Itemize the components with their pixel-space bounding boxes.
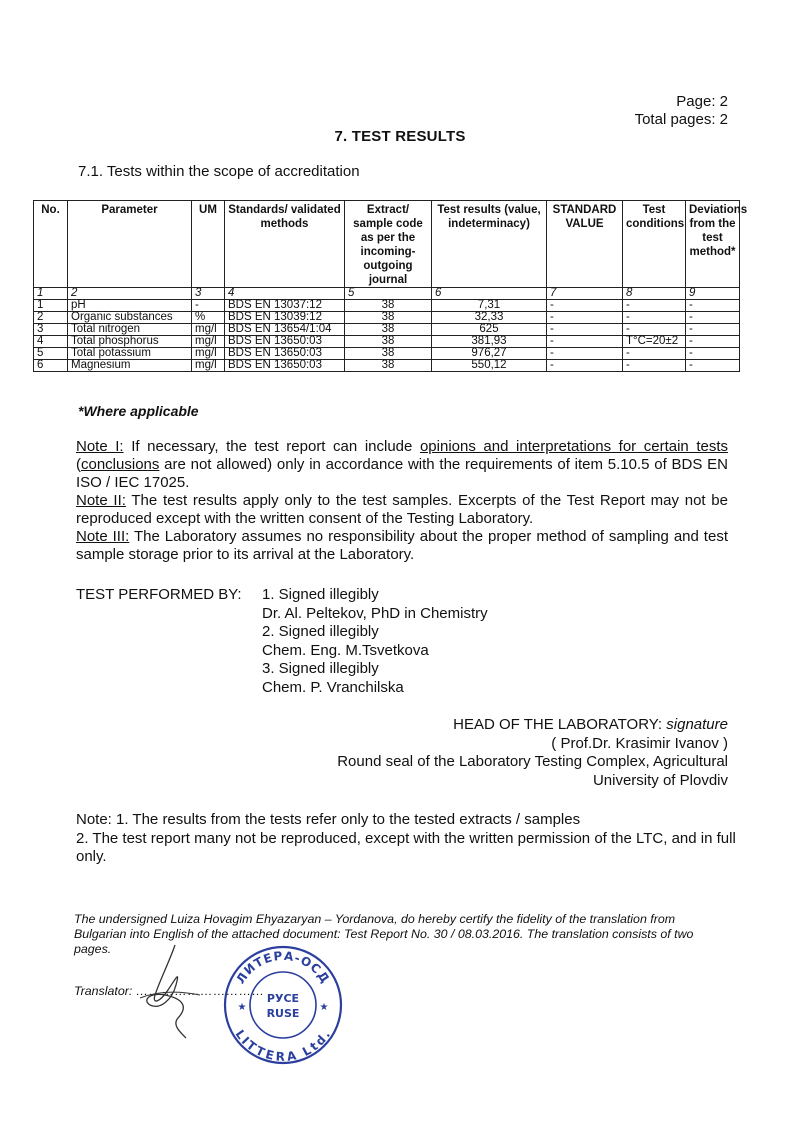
svg-text:ЛИТЕРА-ОСД	[233, 949, 332, 986]
note-1-text: are not allowed) only in accordance with the requirements of item 5.10.5 of BDS EN ISO / IEC 17025.	[76, 456, 728, 491]
seal-city-en: RUSE	[266, 1007, 300, 1020]
head-signature: signature	[666, 716, 728, 733]
table-row	[34, 300, 740, 312]
table-row	[34, 312, 740, 324]
translator-seal	[222, 944, 344, 1071]
table-cell: 6	[34, 360, 68, 372]
table-row	[34, 348, 740, 360]
performed-by-line: Chem. Eng. M.Tsvetkova	[262, 641, 429, 659]
table-cell: -	[686, 360, 740, 372]
table-cell: -	[686, 336, 740, 348]
table-cell: -	[623, 348, 686, 360]
header-test-results: Test results (value, indeterminacy)	[432, 201, 547, 288]
table-cell: 5	[34, 348, 68, 360]
table-cell: 2	[34, 312, 68, 324]
page-number-block	[635, 93, 728, 129]
table-cell: 3	[34, 324, 68, 336]
table-cell: BDS EN 13650:03	[225, 360, 345, 372]
svg-text:★: ★	[319, 1002, 329, 1013]
table-cell: BDS EN 13654/1:04	[225, 324, 345, 336]
table-cell: pH	[68, 300, 192, 312]
table-cell: 4	[34, 336, 68, 348]
table-cell: 625	[432, 324, 547, 336]
translator-label: Translator:	[74, 984, 133, 998]
table-cell: Total potassium	[68, 348, 192, 360]
column-index: 2	[68, 288, 192, 300]
table-cell: Organic substances	[68, 312, 192, 324]
section-title: 7. TEST RESULTS	[334, 128, 466, 145]
table-cell: 381,93	[432, 336, 547, 348]
head-name: ( Prof.Dr. Krasimir Ivanov )	[551, 734, 728, 752]
performed-by-line: Chem. P. Vranchilska	[262, 678, 404, 696]
table-cell: -	[192, 300, 225, 312]
column-index: 7	[547, 288, 623, 300]
table-cell: mg/l	[192, 336, 225, 348]
column-index: 1	[34, 288, 68, 300]
column-index: 4	[225, 288, 345, 300]
note-3	[76, 528, 728, 564]
subsection-title: 7.1. Tests within the scope of accreditation	[78, 163, 360, 180]
table-cell: 38	[345, 348, 432, 360]
translator-certification: The undersigned Luiza Hovagim Ehyazaryan – Yordanova, do hereby certify the fidelity of the translation from Bulgarian into English of the attached document: Test Report No. 30 / 08.03.2016. The translation consists of two pages.	[74, 912, 694, 956]
table-cell: -	[623, 324, 686, 336]
note-1	[76, 438, 728, 492]
seal-description: Round seal of the Laboratory Testing Complex, Agricultural	[337, 753, 728, 770]
column-index-row	[34, 288, 740, 300]
table-cell: %	[192, 312, 225, 324]
table-cell: -	[547, 300, 623, 312]
table-header-row	[34, 201, 740, 288]
table-cell: BDS EN 13037:12	[225, 300, 345, 312]
seal-top-text: ЛИТЕРА-ОСД	[233, 948, 333, 987]
note-1-text: If necessary, the test report can include	[123, 438, 420, 455]
table-row	[34, 360, 740, 372]
note-2-label: Note II:	[76, 492, 126, 509]
header-deviations: Deviations from the test method*	[686, 201, 740, 288]
table-cell: 7,31	[432, 300, 547, 312]
table-cell: 976,27	[432, 348, 547, 360]
performed-by-line: 1. Signed illegibly	[262, 586, 379, 603]
table-row	[34, 336, 740, 348]
note-1-underlined-text: conclusions	[81, 456, 160, 473]
table-cell: -	[686, 300, 740, 312]
page-number: Page: 2	[676, 93, 728, 110]
header-test-conditions: Test conditions	[623, 201, 686, 288]
table-cell: Total phosphorus	[68, 336, 192, 348]
note-2-text: The test results apply only to the test samples. Excerpts of the Test Report may not be reproduced except with the written consent of the Testing Laboratory.	[76, 492, 728, 527]
seal-bottom-text: LITTERA Ltd.	[232, 1027, 334, 1064]
performed-by-line: Dr. Al. Peltekov, PhD in Chemistry	[262, 604, 488, 622]
svg-text:LITTERA Ltd.	[232, 1027, 333, 1064]
table-cell: 38	[345, 312, 432, 324]
table-cell: 38	[345, 360, 432, 372]
final-note-line: Note: 1. The results from the tests refer only to the tested extracts / samples	[76, 811, 581, 828]
table-cell: mg/l	[192, 360, 225, 372]
table-cell: -	[623, 360, 686, 372]
final-note-line: 2. The test report many not be reproduced, except with the written permission of the LTC, and in full only.	[76, 829, 736, 865]
header-standard-value: STANDARD VALUE	[547, 201, 623, 288]
table-cell: mg/l	[192, 348, 225, 360]
performed-by-line: 2. Signed illegibly	[262, 623, 379, 640]
table-cell: -	[623, 300, 686, 312]
total-pages: Total pages: 2	[634, 111, 728, 128]
handwritten-signature	[130, 940, 210, 1045]
final-note	[76, 811, 736, 867]
table-cell: -	[547, 312, 623, 324]
table-cell: -	[686, 312, 740, 324]
note-1-label: Note I:	[76, 438, 124, 455]
header-no: No.	[34, 201, 68, 288]
table-cell: 1	[34, 300, 68, 312]
header-parameter: Parameter	[68, 201, 192, 288]
table-cell: 550,12	[432, 360, 547, 372]
table-cell: BDS EN 13650:03	[225, 348, 345, 360]
performed-by-list	[262, 586, 488, 697]
header-um: UM	[192, 201, 225, 288]
note-1-underlined-text: opinions and interpretations for certain tests	[419, 438, 729, 455]
header-extract-code: Extract/ sample code as per the incoming-outgoing journal	[345, 201, 432, 288]
note-3-text: The Laboratory assumes no responsibility about the proper method of sampling and test sample storage prior to its arrival at the Laboratory.	[76, 528, 728, 563]
table-cell: T°C=20±2	[623, 336, 686, 348]
column-index: 6	[432, 288, 547, 300]
column-index: 8	[623, 288, 686, 300]
where-applicable-note: *Where applicable	[78, 403, 199, 419]
table-cell: Total nitrogen	[68, 324, 192, 336]
translator-signature-dots: …………………………	[135, 984, 265, 998]
table-cell: mg/l	[192, 324, 225, 336]
table-cell: -	[686, 348, 740, 360]
table-cell: Magnesium	[68, 360, 192, 372]
column-index: 5	[345, 288, 432, 300]
column-index: 3	[192, 288, 225, 300]
head-label: HEAD OF THE LABORATORY:	[453, 716, 663, 733]
performed-by-line: 3. Signed illegibly	[262, 660, 379, 677]
table-cell: BDS EN 13650:03	[225, 336, 345, 348]
note-2	[76, 492, 728, 528]
header-standards: Standards/ validated methods	[225, 201, 345, 288]
table-cell: -	[547, 360, 623, 372]
table-row	[34, 324, 740, 336]
table-cell: 32,33	[432, 312, 547, 324]
note-3-label: Note III:	[76, 528, 130, 545]
column-index: 9	[686, 288, 740, 300]
results-table	[33, 200, 748, 372]
table-cell: 38	[345, 336, 432, 348]
table-cell: 38	[345, 324, 432, 336]
head-title-line	[337, 716, 728, 735]
table-cell: -	[547, 348, 623, 360]
table-cell: -	[547, 324, 623, 336]
table-cell: -	[547, 336, 623, 348]
table-cell: -	[623, 312, 686, 324]
svg-text:★: ★	[237, 1002, 247, 1013]
notes-section	[76, 438, 728, 564]
table-cell: BDS EN 13039:12	[225, 312, 345, 324]
performed-by-label: TEST PERFORMED BY:	[76, 586, 242, 603]
table-cell: 38	[345, 300, 432, 312]
head-of-laboratory	[337, 716, 728, 790]
note-1-text: (	[76, 456, 81, 473]
seal-city-bg: РУСЕ	[266, 992, 300, 1005]
seal-description: University of Plovdiv	[592, 771, 728, 789]
table-cell: -	[686, 324, 740, 336]
